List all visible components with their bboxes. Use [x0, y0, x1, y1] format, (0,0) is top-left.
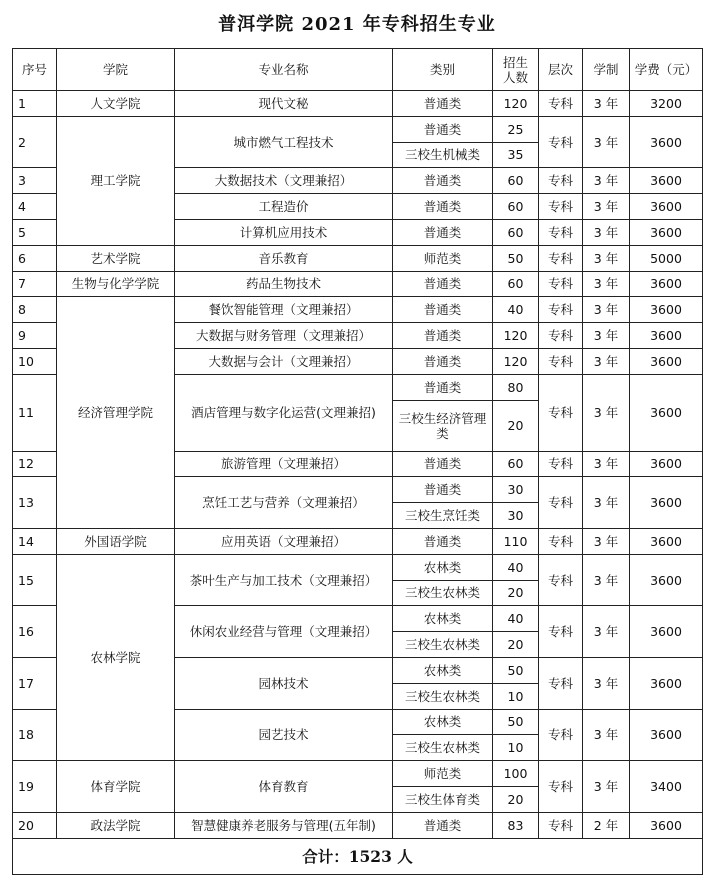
level-cell: 专科 [539, 194, 583, 220]
level-cell: 专科 [539, 709, 583, 761]
category-cell: 普通类 [393, 477, 493, 503]
quota-cell: 60 [493, 271, 539, 297]
major-cell: 园艺技术 [175, 709, 393, 761]
level-cell: 专科 [539, 91, 583, 117]
header-duration: 学制 [583, 49, 630, 91]
category-cell: 普通类 [393, 812, 493, 838]
fee-cell: 3600 [630, 528, 703, 554]
quota-cell: 83 [493, 812, 539, 838]
fee-cell: 3600 [630, 374, 703, 451]
row-number: 10 [13, 348, 57, 374]
level-cell: 专科 [539, 116, 583, 168]
fee-cell: 3600 [630, 709, 703, 761]
row-number: 3 [13, 168, 57, 194]
college-cell: 经济管理学院 [57, 297, 175, 529]
level-cell: 专科 [539, 168, 583, 194]
admissions-table [12, 48, 703, 875]
duration-cell: 3 年 [583, 606, 630, 658]
level-cell: 专科 [539, 528, 583, 554]
category-cell: 三校生烹饪类 [393, 503, 493, 529]
category-cell: 农林类 [393, 554, 493, 580]
category-cell: 三校生机械类 [393, 142, 493, 168]
level-cell: 专科 [539, 297, 583, 323]
duration-cell: 3 年 [583, 528, 630, 554]
quota-cell: 120 [493, 348, 539, 374]
college-cell: 艺术学院 [57, 245, 175, 271]
category-cell: 普通类 [393, 91, 493, 117]
row-number: 16 [13, 606, 57, 658]
fee-cell: 3600 [630, 323, 703, 349]
category-cell: 三校生经济管理类 [393, 400, 493, 451]
row-number: 4 [13, 194, 57, 220]
category-cell: 普通类 [393, 168, 493, 194]
total-row [13, 838, 703, 874]
row-number: 5 [13, 219, 57, 245]
major-cell: 烹饪工艺与营养（文理兼招） [175, 477, 393, 529]
major-cell: 旅游管理（文理兼招） [175, 451, 393, 477]
header-level: 层次 [539, 49, 583, 91]
fee-cell: 3600 [630, 657, 703, 709]
level-cell: 专科 [539, 374, 583, 451]
level-cell: 专科 [539, 554, 583, 606]
quota-cell: 100 [493, 761, 539, 787]
fee-cell: 3600 [630, 477, 703, 529]
quota-cell: 20 [493, 632, 539, 658]
duration-cell: 3 年 [583, 194, 630, 220]
header-college: 学院 [57, 49, 175, 91]
page-title: 普洱学院 2021 年专科招生专业 [218, 14, 496, 35]
level-cell: 专科 [539, 323, 583, 349]
major-cell: 现代文秘 [175, 91, 393, 117]
duration-cell: 3 年 [583, 554, 630, 606]
major-cell: 工程造价 [175, 194, 393, 220]
duration-cell: 3 年 [583, 245, 630, 271]
category-cell: 普通类 [393, 271, 493, 297]
category-cell: 三校生农林类 [393, 683, 493, 709]
table-row [13, 271, 703, 297]
row-number: 13 [13, 477, 57, 529]
category-cell: 普通类 [393, 323, 493, 349]
header-fee: 学费（元） [630, 49, 703, 91]
level-cell: 专科 [539, 812, 583, 838]
category-cell: 师范类 [393, 245, 493, 271]
row-number: 17 [13, 657, 57, 709]
header-category: 类别 [393, 49, 493, 91]
row-number: 20 [13, 812, 57, 838]
major-cell: 茶叶生产与加工技术（文理兼招） [175, 554, 393, 606]
college-cell: 农林学院 [57, 554, 175, 760]
row-number: 14 [13, 528, 57, 554]
quota-cell: 40 [493, 606, 539, 632]
quota-cell: 60 [493, 219, 539, 245]
major-cell: 园林技术 [175, 657, 393, 709]
major-cell: 音乐教育 [175, 245, 393, 271]
row-number: 19 [13, 761, 57, 813]
category-cell: 普通类 [393, 116, 493, 142]
college-cell: 人文学院 [57, 91, 175, 117]
header-major: 专业名称 [175, 49, 393, 91]
duration-cell: 3 年 [583, 116, 630, 168]
duration-cell: 3 年 [583, 91, 630, 117]
table-header-row [13, 49, 703, 91]
quota-cell: 30 [493, 477, 539, 503]
fee-cell: 3600 [630, 116, 703, 168]
major-cell: 智慧健康养老服务与管理(五年制) [175, 812, 393, 838]
fee-cell: 3600 [630, 297, 703, 323]
table-row [13, 297, 703, 323]
major-cell: 城市燃气工程技术 [175, 116, 393, 168]
college-cell: 生物与化学学院 [57, 271, 175, 297]
level-cell: 专科 [539, 761, 583, 813]
quota-cell: 10 [493, 735, 539, 761]
level-cell: 专科 [539, 451, 583, 477]
table-row [13, 116, 703, 142]
table-row [13, 554, 703, 580]
row-number: 2 [13, 116, 57, 168]
category-cell: 普通类 [393, 219, 493, 245]
quota-cell: 120 [493, 91, 539, 117]
fee-cell: 3600 [630, 451, 703, 477]
quota-cell: 10 [493, 683, 539, 709]
quota-cell: 40 [493, 297, 539, 323]
header-quota: 招生人数 [493, 49, 539, 91]
row-number: 7 [13, 271, 57, 297]
category-cell: 普通类 [393, 528, 493, 554]
category-cell: 普通类 [393, 297, 493, 323]
fee-cell: 3600 [630, 194, 703, 220]
fee-cell: 3400 [630, 761, 703, 813]
level-cell: 专科 [539, 348, 583, 374]
row-number: 6 [13, 245, 57, 271]
fee-cell: 3200 [630, 91, 703, 117]
level-cell: 专科 [539, 245, 583, 271]
duration-cell: 3 年 [583, 761, 630, 813]
total-cell: 合计：1523 人 [13, 838, 703, 874]
quota-cell: 60 [493, 194, 539, 220]
duration-cell: 3 年 [583, 323, 630, 349]
college-cell: 体育学院 [57, 761, 175, 813]
college-cell: 政法学院 [57, 812, 175, 838]
row-number: 12 [13, 451, 57, 477]
duration-cell: 2 年 [583, 812, 630, 838]
category-cell: 普通类 [393, 374, 493, 400]
category-cell: 普通类 [393, 194, 493, 220]
category-cell: 三校生农林类 [393, 632, 493, 658]
table-row [13, 761, 703, 787]
college-cell: 外国语学院 [57, 528, 175, 554]
fee-cell: 3600 [630, 168, 703, 194]
row-number: 9 [13, 323, 57, 349]
category-cell: 师范类 [393, 761, 493, 787]
quota-cell: 60 [493, 451, 539, 477]
duration-cell: 3 年 [583, 271, 630, 297]
major-cell: 酒店管理与数字化运营(文理兼招) [175, 374, 393, 451]
table-row [13, 245, 703, 271]
quota-cell: 20 [493, 786, 539, 812]
major-cell: 大数据技术（文理兼招） [175, 168, 393, 194]
major-cell: 餐饮智能管理（文理兼招） [175, 297, 393, 323]
major-cell: 药品生物技术 [175, 271, 393, 297]
quota-cell: 50 [493, 709, 539, 735]
category-cell: 三校生体育类 [393, 786, 493, 812]
duration-cell: 3 年 [583, 709, 630, 761]
major-cell: 体育教育 [175, 761, 393, 813]
table-row [13, 91, 703, 117]
fee-cell: 3600 [630, 554, 703, 606]
row-number: 11 [13, 374, 57, 451]
duration-cell: 3 年 [583, 219, 630, 245]
duration-cell: 3 年 [583, 297, 630, 323]
quota-cell: 20 [493, 580, 539, 606]
category-cell: 农林类 [393, 606, 493, 632]
fee-cell: 3600 [630, 219, 703, 245]
header-no: 序号 [13, 49, 57, 91]
duration-cell: 3 年 [583, 168, 630, 194]
quota-cell: 50 [493, 245, 539, 271]
category-cell: 普通类 [393, 348, 493, 374]
category-cell: 普通类 [393, 451, 493, 477]
level-cell: 专科 [539, 606, 583, 658]
category-cell: 农林类 [393, 657, 493, 683]
quota-cell: 25 [493, 116, 539, 142]
major-cell: 计算机应用技术 [175, 219, 393, 245]
fee-cell: 3600 [630, 271, 703, 297]
fee-cell: 5000 [630, 245, 703, 271]
table-row [13, 812, 703, 838]
level-cell: 专科 [539, 657, 583, 709]
duration-cell: 3 年 [583, 451, 630, 477]
fee-cell: 3600 [630, 606, 703, 658]
duration-cell: 3 年 [583, 374, 630, 451]
major-cell: 休闲农业经营与管理（文理兼招） [175, 606, 393, 658]
quota-cell: 60 [493, 168, 539, 194]
major-cell: 应用英语（文理兼招） [175, 528, 393, 554]
level-cell: 专科 [539, 477, 583, 529]
fee-cell: 3600 [630, 348, 703, 374]
category-cell: 三校生农林类 [393, 580, 493, 606]
duration-cell: 3 年 [583, 348, 630, 374]
quota-cell: 50 [493, 657, 539, 683]
quota-cell: 120 [493, 323, 539, 349]
table-row [13, 528, 703, 554]
quota-cell: 20 [493, 400, 539, 451]
major-cell: 大数据与会计（文理兼招） [175, 348, 393, 374]
college-cell: 理工学院 [57, 116, 175, 245]
level-cell: 专科 [539, 219, 583, 245]
row-number: 1 [13, 91, 57, 117]
duration-cell: 3 年 [583, 477, 630, 529]
row-number: 18 [13, 709, 57, 761]
quota-cell: 40 [493, 554, 539, 580]
duration-cell: 3 年 [583, 657, 630, 709]
quota-cell: 110 [493, 528, 539, 554]
row-number: 8 [13, 297, 57, 323]
quota-cell: 80 [493, 374, 539, 400]
fee-cell: 3600 [630, 812, 703, 838]
quota-cell: 35 [493, 142, 539, 168]
category-cell: 三校生农林类 [393, 735, 493, 761]
category-cell: 农林类 [393, 709, 493, 735]
row-number: 15 [13, 554, 57, 606]
quota-cell: 30 [493, 503, 539, 529]
level-cell: 专科 [539, 271, 583, 297]
major-cell: 大数据与财务管理（文理兼招） [175, 323, 393, 349]
